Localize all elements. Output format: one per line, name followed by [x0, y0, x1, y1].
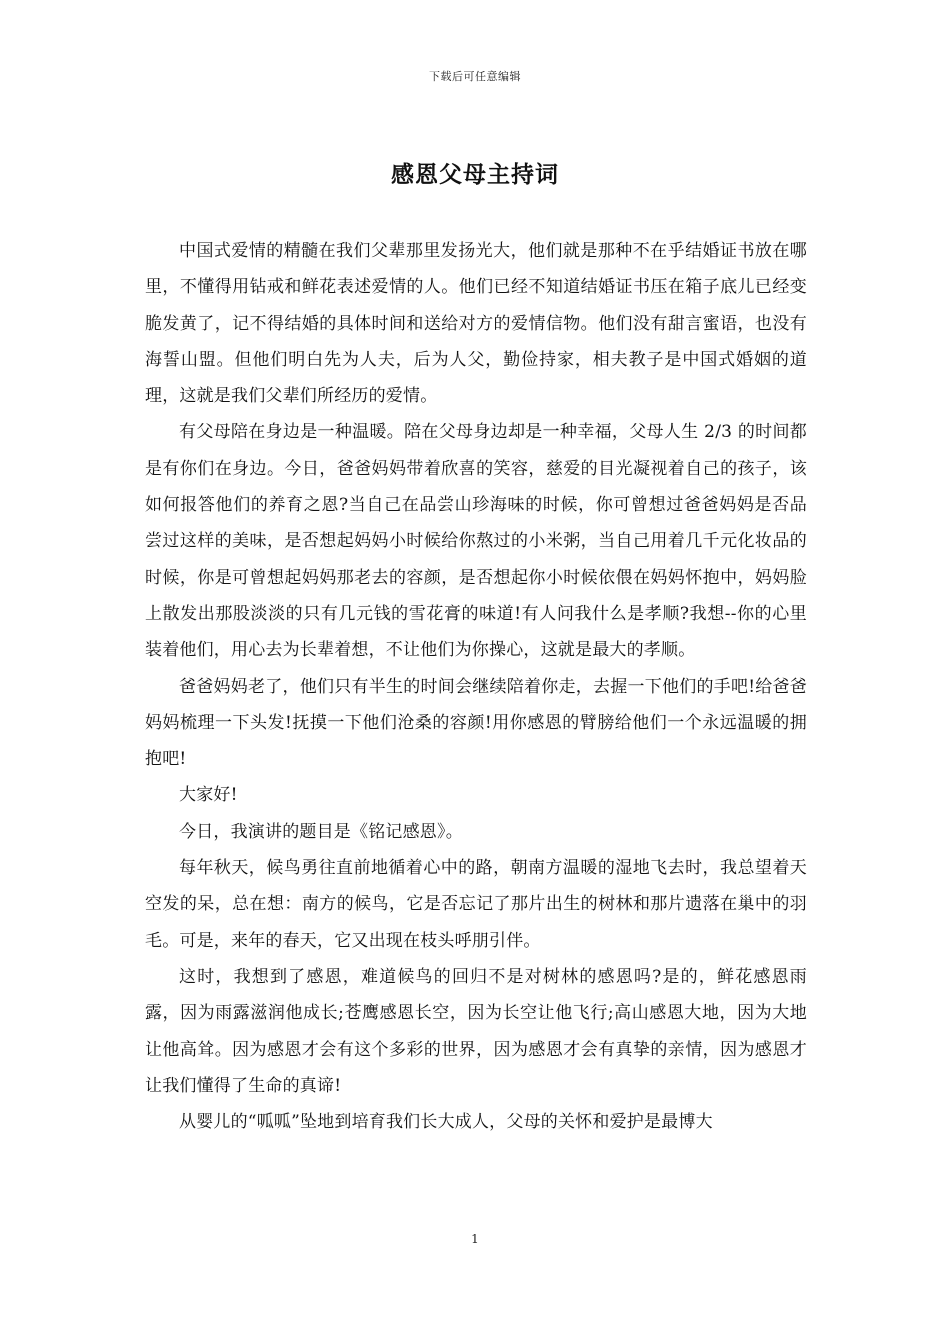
paragraph: 今日，我演讲的题目是《铭记感恩》。: [179, 821, 463, 842]
paragraph: 大家好!: [179, 785, 238, 806]
document-body: [145, 233, 807, 1140]
paragraph: 这时，我想到了感恩，难道候鸟的回归不是对树林的感恩吗?是的，鲜花感恩雨露，因为雨露滋润他成长;苍鹰感恩长空，因为长空让他飞行;高山感恩大地，因为大地让他高耸。因为感恩才会有这个多彩的世界，因为感恩才会有真挚的亲情，因为感恩才让我们懂得了生命的真谛!: [145, 966, 807, 1096]
paragraph: 爸爸妈妈老了，他们只有半生的时间会继续陪着你走，去握一下他们的手吧!给爸爸妈妈梳理一下头发!抚摸一下他们沧桑的容颜!用你感恩的臂膀给他们一个永远温暖的拥抱吧!: [145, 676, 807, 770]
document-title: 感恩父母主持词: [391, 161, 559, 188]
header-note: 下载后可任意编辑: [429, 70, 521, 83]
paragraph: 有父母陪在身边是一种温暖。陪在父母身边却是一种幸福，父母人生 2/3 的时间都是有你们在身边。今日，爸爸妈妈带着欣喜的笑容，慈爱的目光凝视着自己的孩子，该如何报答他们的养育之恩?当自己在品尝山珍海味的时候，你可曾想过爸爸妈妈是否品尝过这样的美味，是否想起妈妈小时候给你熬过的小米粥，当自己用着几千元化妆品的时候，你是可曾想起妈妈那老去的容颜，是否想起你小时候依偎在妈妈怀抱中，妈妈脸上散发出那股淡淡的只有几元钱的雪花膏的味道!有人问我什么是孝顺?我想--你的心里装着他们，用心去为长辈着想，不让他们为你操心，这就是最大的孝顺。: [145, 422, 807, 661]
paragraph: 从婴儿的“呱呱”坠地到培育我们长大成人，父母的关怀和爱护是最博大: [179, 1112, 713, 1133]
page-number: 1: [471, 1232, 479, 1246]
paragraph: 每年秋天，候鸟勇往直前地循着心中的路，朝南方温暖的湿地飞去时，我总望着天空发的呆，总在想：南方的候鸟，它是否忘记了那片出生的树林和那片遗落在巢中的羽毛。可是，来年的春天，它又出现在枝头呼朋引伴。: [145, 858, 807, 951]
paragraph: 中国式爱情的精髓在我们父辈那里发扬光大，他们就是那种不在乎结婚证书放在哪里，不懂得用钻戒和鲜花表述爱情的人。他们已经不知道结婚证书压在箱子底儿已经变脆发黄了，记不得结婚的具体时间和送给对方的爱情信物。他们没有甜言蜜语，也没有海誓山盟。但他们明白先为人夫，后为人父，勤俭持家，相夫教子是中国式婚姻的道理，这就是我们父辈们所经历的爱情。: [145, 241, 807, 407]
